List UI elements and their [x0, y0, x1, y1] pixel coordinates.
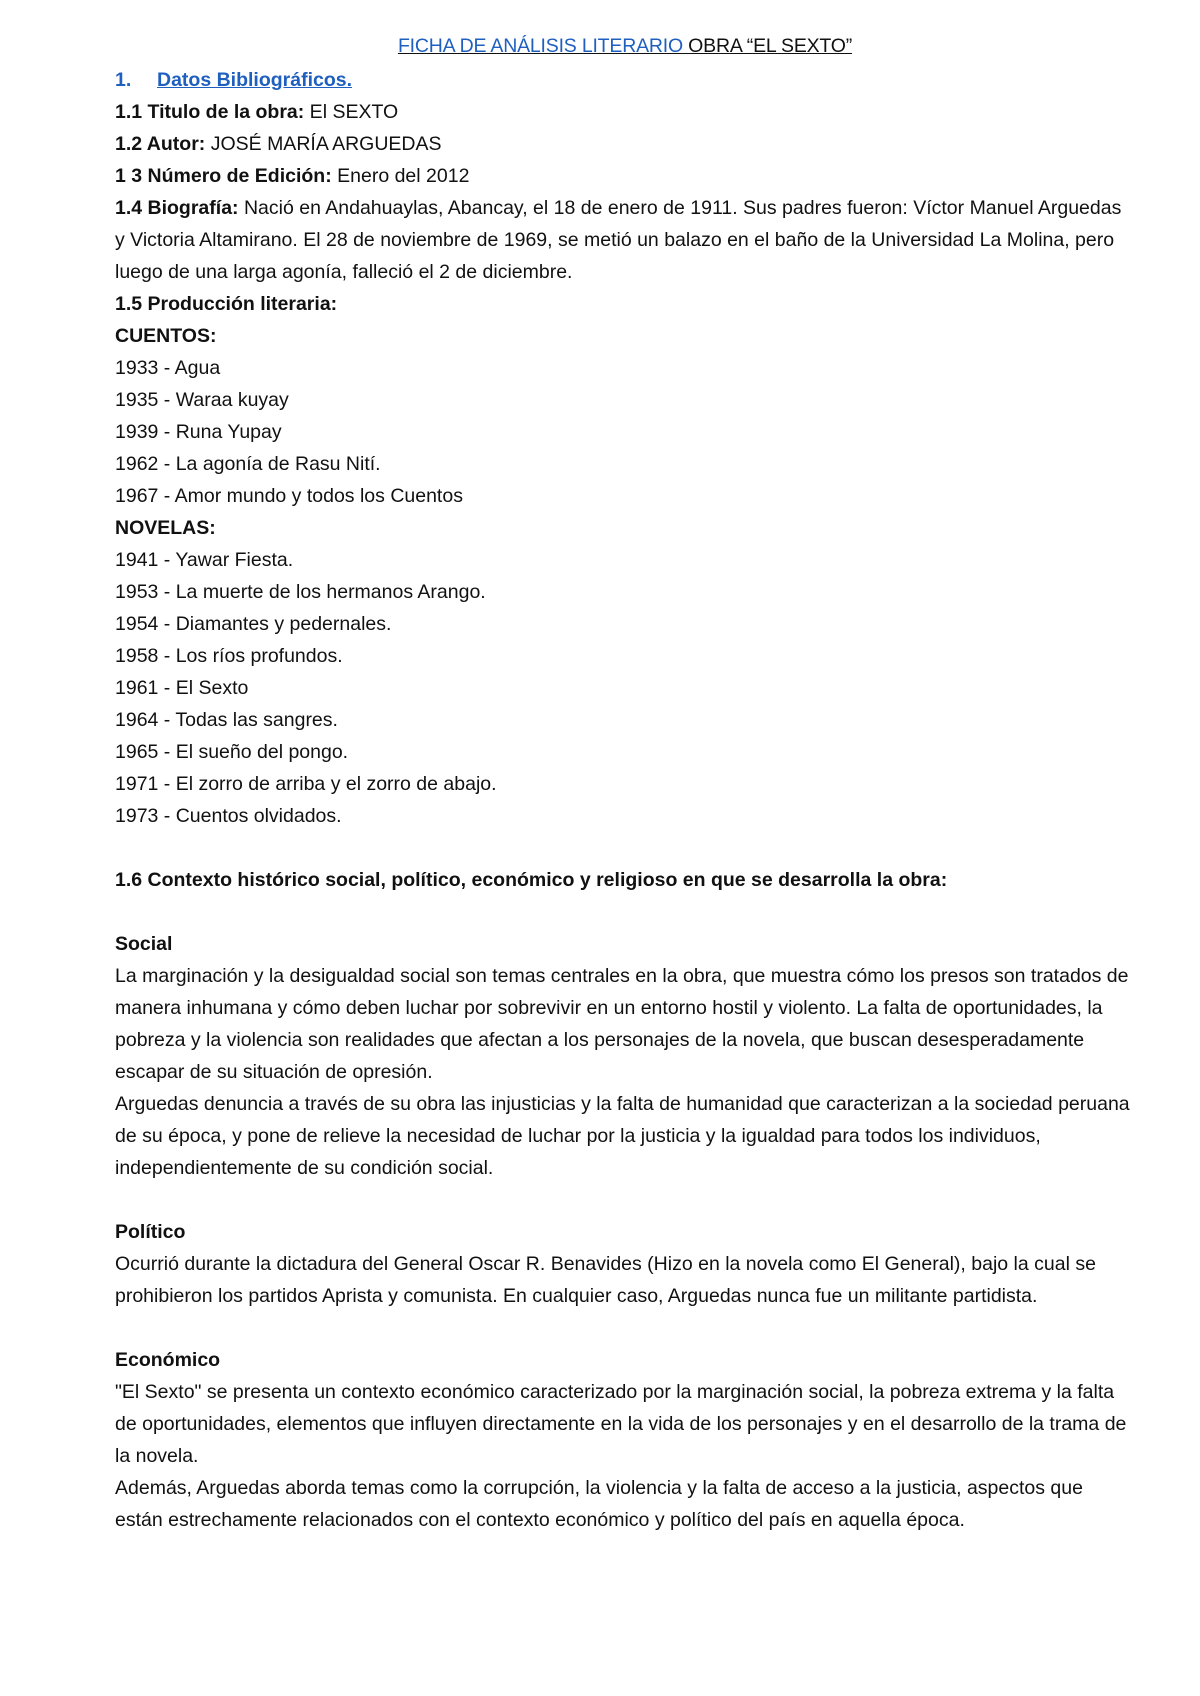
novela-item: 1941 - Yawar Fiesta.: [115, 549, 294, 571]
biografia-paragraph: [115, 192, 1135, 288]
section-1-heading: [115, 64, 1135, 96]
cuento-item: 1967 - Amor mundo y todos los Cuentos: [115, 485, 463, 507]
social-paragraph-2: Arguedas denuncia a través de su obra las injusticias y la falta de humanidad que caracterizan a la sociedad peruana de su época, y pone de relieve la necesidad de luchar por la justicia y la igualdad para todos los individuos, independientemente de su condición social.: [115, 1093, 1130, 1179]
novela-item: 1973 - Cuentos olvidados.: [115, 805, 342, 827]
contexto-heading: 1.6 Contexto histórico social, político, económico y religioso en que se desarrolla la obra:: [115, 869, 948, 891]
economico-paragraph-2: Además, Arguedas aborda temas como la corrupción, la violencia y la falta de acceso a la justicia, aspectos que están estrechamente relacionados con el contexto económico y político del país en aquella época.: [115, 1477, 1083, 1531]
autor-line: [115, 128, 1135, 160]
spacer: [115, 1184, 1135, 1216]
section-1-label: Datos Bibliográficos.: [157, 69, 353, 91]
section-1-number: 1.: [115, 69, 132, 91]
title-part-blue: FICHA DE ANÁLISIS LITERARIO: [397, 35, 683, 57]
social-heading: Social: [115, 933, 173, 955]
biografia-label: 1.4 Biografía:: [115, 197, 239, 219]
economico-paragraph-1: "El Sexto" se presenta un contexto económico caracterizado por la marginación social, la pobreza extrema y la falta de oportunidades, elementos que influyen directamente en la vida de los personajes y en el desarrollo de la trama de la novela.: [115, 1381, 1127, 1467]
novela-item: 1965 - El sueño del pongo.: [115, 741, 349, 763]
economico-heading: Económico: [115, 1349, 221, 1371]
cuento-item: 1962 - La agonía de Rasu Nití.: [115, 453, 381, 475]
produccion-heading: 1.5 Producción literaria:: [115, 293, 338, 315]
titulo-value: El SEXTO: [304, 101, 399, 123]
novela-item: 1958 - Los ríos profundos.: [115, 645, 343, 667]
title-part-black: OBRA “EL SEXTO”: [682, 35, 853, 57]
novela-item: 1954 - Diamantes y pedernales.: [115, 613, 392, 635]
politico-paragraph: Ocurrió durante la dictadura del General Oscar R. Benavides (Hizo en la novela como El General), bajo la cual se prohibieron los partidos Aprista y comunista. En cualquier caso, Arguedas nunca fue un militante partidista.: [115, 1253, 1096, 1307]
spacer: [115, 832, 1135, 864]
document-title: [115, 30, 1135, 62]
social-paragraph-1: La marginación y la desigualdad social son temas centrales en la obra, que muestra cómo los presos son tratados de manera inhumana y cómo deben luchar por sobrevivir en un entorno hostil y violento. La falta de oportunidades, la pobreza y la violencia son realidades que afectan a los personajes de la novela, que buscan desesperadamente escapar de su situación de opresión.: [115, 965, 1129, 1083]
novelas-heading: NOVELAS:: [115, 517, 216, 539]
edicion-label: 1 3 Número de Edición:: [115, 165, 332, 187]
titulo-line: [115, 96, 1135, 128]
edicion-value: Enero del 2012: [331, 165, 470, 187]
spacer: [115, 896, 1135, 928]
cuento-item: 1939 - Runa Yupay: [115, 421, 282, 443]
autor-label: 1.2 Autor:: [115, 133, 206, 155]
politico-heading: Político: [115, 1221, 186, 1243]
novela-item: 1964 - Todas las sangres.: [115, 709, 338, 731]
novela-item: 1961 - El Sexto: [115, 677, 249, 699]
novela-item: 1971 - El zorro de arriba y el zorro de abajo.: [115, 773, 497, 795]
cuento-item: 1933 - Agua: [115, 357, 221, 379]
cuentos-heading: CUENTOS:: [115, 325, 217, 347]
edicion-line: [115, 160, 1135, 192]
novela-item: 1953 - La muerte de los hermanos Arango.: [115, 581, 486, 603]
document-content: [115, 30, 1135, 1536]
cuento-item: 1935 - Waraa kuyay: [115, 389, 289, 411]
biografia-value: Nació en Andahuaylas, Abancay, el 18 de enero de 1911. Sus padres fueron: Víctor Manuel Arguedas y Victoria Altamirano. El 28 de noviembre de 1969, se metió un balazo en el baño de la Universidad La Molina, pero luego de una larga agonía, falleció el 2 de diciembre.: [115, 197, 1122, 283]
autor-value: JOSÉ MARÍA ARGUEDAS: [205, 133, 442, 155]
titulo-label: 1.1 Titulo de la obra:: [115, 101, 305, 123]
spacer: [115, 1312, 1135, 1344]
